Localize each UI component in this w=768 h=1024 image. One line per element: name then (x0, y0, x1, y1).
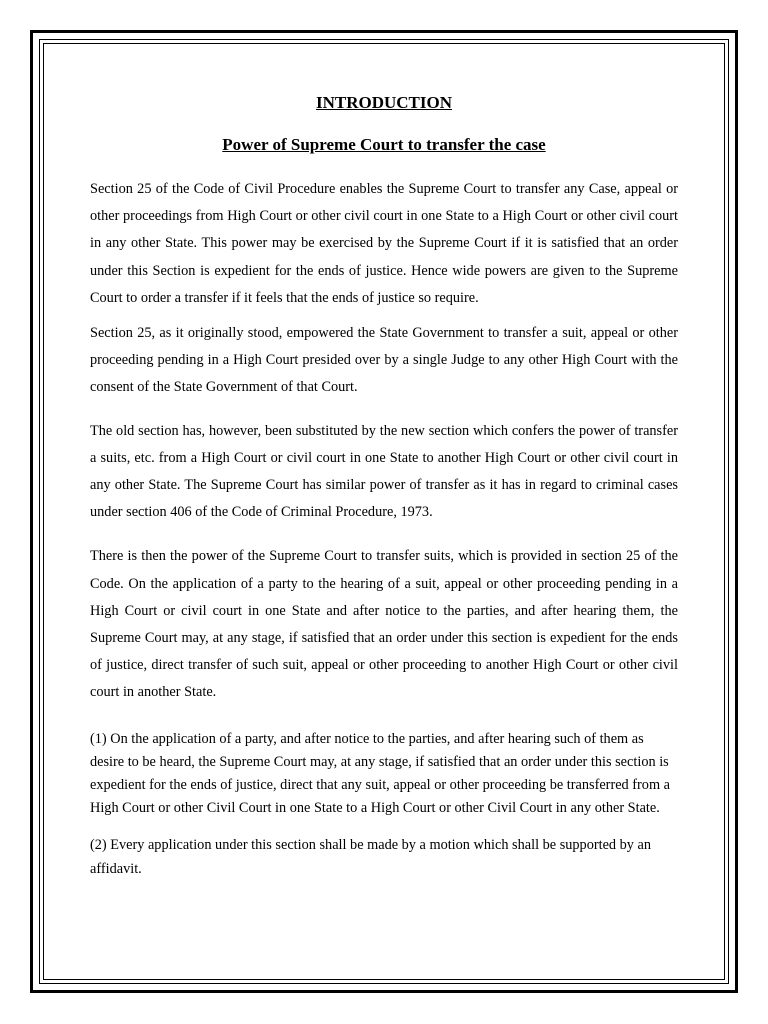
document-body (90, 92, 678, 881)
document-title: INTRODUCTION (315, 93, 453, 112)
document-subtitle: Power of Supreme Court to transfer the case (222, 135, 546, 154)
paragraph-4: There is then the power of the Supreme Court to transfer suits, which is provided in section 25 of the Code. On the application of a party to the hearing of a suit, appeal or other proceeding pending in a High Court or civil court in one State and after notice to the parties, and after hearing them, the Supreme Court may, at any stage, if satisfied that an order under this section is expedient for the ends of justice, direct transfer of such suit, appeal or other proceeding to another High Court or other civil court in another State. (90, 548, 678, 701)
paragraph-clause-1: (1) On the application of a party, and after notice to the parties, and after hearing such of them as desire to be heard, the Supreme Court may, at any stage, if satisfied that an order under this section is expedient for the ends of justice, direct that any suit, appeal or other proceeding be transferred from a High Court or other Civil Court in one State to a High Court or other Civil Court in any other State. (90, 730, 670, 817)
paragraph-2: Section 25, as it originally stood, empowered the State Government to transfer a suit, appeal or other proceeding pending in a High Court presided over by a single Judge to any other High Court with the consent of the State Government of that Court. (90, 325, 678, 396)
paragraph-clause-2: (2) Every application under this section shall be made by a motion which shall be supported by an affidavit. (90, 837, 652, 877)
paragraph-3: The old section has, however, been substituted by the new section which confers the power of transfer a suits, etc. from a High Court or civil court in one State to another High Court or other civil court in any other State. The Supreme Court has similar power of transfer as it has in regard to criminal cases under section 406 of the Code of Criminal Procedure, 1973. (90, 422, 678, 521)
paragraph-1: Section 25 of the Code of Civil Procedure enables the Supreme Court to transfer any Case, appeal or other proceedings from High Court or other civil court in one State to a High Court or other civil court in any other State. This power may be exercised by the Supreme Court if it is satisfied that an order under this Section is expedient for the ends of justice. Hence wide powers are given to the Supreme Court to order a transfer if it feels that the ends of justice so require. (90, 181, 678, 306)
